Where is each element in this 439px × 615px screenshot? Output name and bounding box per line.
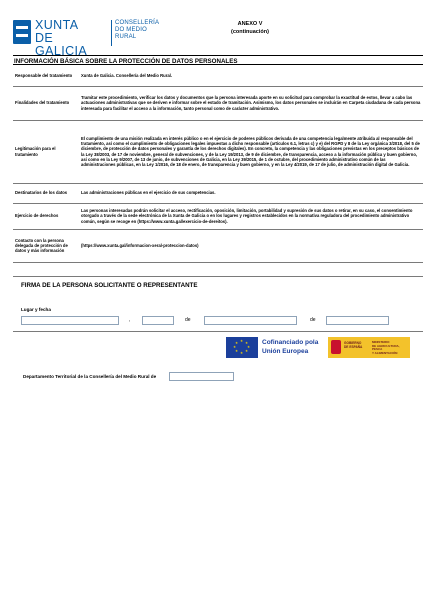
- eu-flag-icon: ★ ★ ★ ★ ★ ★ ★ ★: [226, 337, 258, 358]
- department-input[interactable]: [169, 372, 234, 381]
- de-separator-1: de: [185, 317, 191, 323]
- spain-crest-icon: [331, 340, 341, 354]
- row-label: Responsable del tratamiento: [13, 66, 79, 86]
- row-value: Xunta de Galicia. Consellería del Medio Rural.: [79, 66, 423, 86]
- row-label: Legitimación para el tratamiento: [13, 120, 79, 183]
- place-date-label: Lugar y fecha: [21, 307, 51, 312]
- xunta-logo: [13, 18, 163, 58]
- row-value: El cumplimiento de una misión realizada en interés público o en el ejercicio de poderes públicos derivada de una competencia legalmente atribuida al responsable del tratamiento, así como el cumplimiento de obligaciones legales impuestas a dicho responsable (artículos 6.1, letras c) y e) del RGPD y 8 de la Ley orgánica 3/2018, del 5 de diciembre, de protección de datos personales y garantía de los derechos digitales). En concreto, la competencia y las obligaciones previstas en los preceptos básicos de la Ley 38/2003, de 17 de noviembre, general de subvenciones, y de la Ley 19/2013, de 9 de diciembre, de transparencia, acceso a la información pública y buen gobierno, así como en la Ley 9/2007, de 13 de junio, de subvenciones de Galicia, en la Ley 39/2015, de 1 de octubre, del procedimiento administrativo común de las administraciones públicas, en la Ley 1/2016, de 18 de enero, de transparencia y buen gobierno, y en la Ley 4/2019, de 17 de julio, de administración digital de Galicia.: [79, 120, 423, 183]
- ministry-line-2: DE AGRICULTURA, PESCA: [372, 343, 400, 352]
- logo-divider: [111, 20, 112, 46]
- gov-line-1: GOBIERNO: [344, 341, 362, 345]
- row-label: Ejercicio de derechos: [13, 203, 79, 229]
- day-input[interactable]: [142, 316, 174, 325]
- table-row: [13, 183, 423, 203]
- signature-section: [13, 276, 423, 332]
- dept-line-1: CONSELLERÍA: [115, 20, 160, 26]
- ministry-line-1: MINISTERIO: [372, 340, 390, 344]
- eu-cofinancing-logo: [226, 335, 322, 360]
- dept-line-3: RURAL: [115, 34, 137, 40]
- row-value: Tramitar este procedimiento, verificar los datos y documentos que la persona interesada aporte en su solicitud para comprobar la exactitud de estos, llevar a cabo las actuaciones administrativas que se deriven e informar sobre el estado de tramitación. Asimismo, los datos personales se incluirán en Carpeta ciudadana de cada persona interesada para facilitar el acceso a la información, tanto personal como de carácter administrativo.: [79, 86, 423, 120]
- year-input[interactable]: [326, 316, 389, 325]
- xunta-shield-icon: [13, 20, 31, 44]
- annex-subtitle: (continuación): [231, 29, 269, 35]
- table-row: [13, 66, 423, 86]
- de-separator-2: de: [310, 317, 316, 323]
- brand-line-1: XUNTA: [35, 18, 79, 32]
- row-value: Las administraciones públicas en el ejercicio de sus competencias.: [79, 183, 423, 203]
- month-input[interactable]: [204, 316, 297, 325]
- eu-text-line-1: Cofinanciado pola: [262, 339, 319, 346]
- comma-separator: ,: [129, 317, 131, 323]
- brand-line-2: DE GALICIA: [35, 31, 88, 58]
- annex-title: ANEXO V: [237, 21, 263, 27]
- data-protection-table: [13, 66, 423, 263]
- annex-heading: [200, 20, 300, 36]
- row-label: Finalidades del tratamiento: [13, 86, 79, 120]
- row-value: (https://www.xunta.gal/informacion-xeral-proteccion-datos): [79, 229, 423, 262]
- eu-text-line-2: Unión Europea: [262, 348, 309, 355]
- ministry-logo: [328, 337, 410, 358]
- department-label: Departamento Territorial de la Consellería del Medio Rural de: [23, 374, 157, 379]
- gov-text: [344, 341, 362, 349]
- row-label: Contacto con la persona delegada de protección de datos y más información: [13, 229, 79, 262]
- table-row: [13, 229, 423, 262]
- dept-line-2: DO MEDIO: [115, 27, 147, 33]
- ministry-line-3: Y ALIMENTACIÓN: [372, 350, 398, 355]
- section-title: INFORMACIÓN BÁSICA SOBRE LA PROTECCIÓN DE DATOS PERSONALES: [13, 55, 423, 65]
- table-row: [13, 86, 423, 120]
- gov-line-2: DE ESPAÑA: [344, 345, 363, 349]
- row-label: Destinatarios de los datos: [13, 183, 79, 203]
- table-row: [13, 120, 423, 183]
- signature-title: FIRMA DE LA PERSONA SOLICITANTE O REPRESENTANTE: [21, 282, 198, 289]
- department-name: [115, 20, 175, 41]
- table-row: [13, 203, 423, 229]
- place-input[interactable]: [21, 316, 119, 325]
- ministry-text: [372, 341, 410, 355]
- row-value: Las personas interesadas podrán solicitar el acceso, rectificación, oposición, limitación, portabilidad y supresión de sus datos o retirar, en su caso, el consentimiento otorgado a través de la sede electrónica de la Xunta de Galicia o en los lugares y registros establecidos en la normativa reguladora del procedimiento administrativo común, según se recoge en (https://www.xunta.gal/exercicio-de-dereitos).: [79, 203, 423, 229]
- brand-name: [35, 19, 107, 58]
